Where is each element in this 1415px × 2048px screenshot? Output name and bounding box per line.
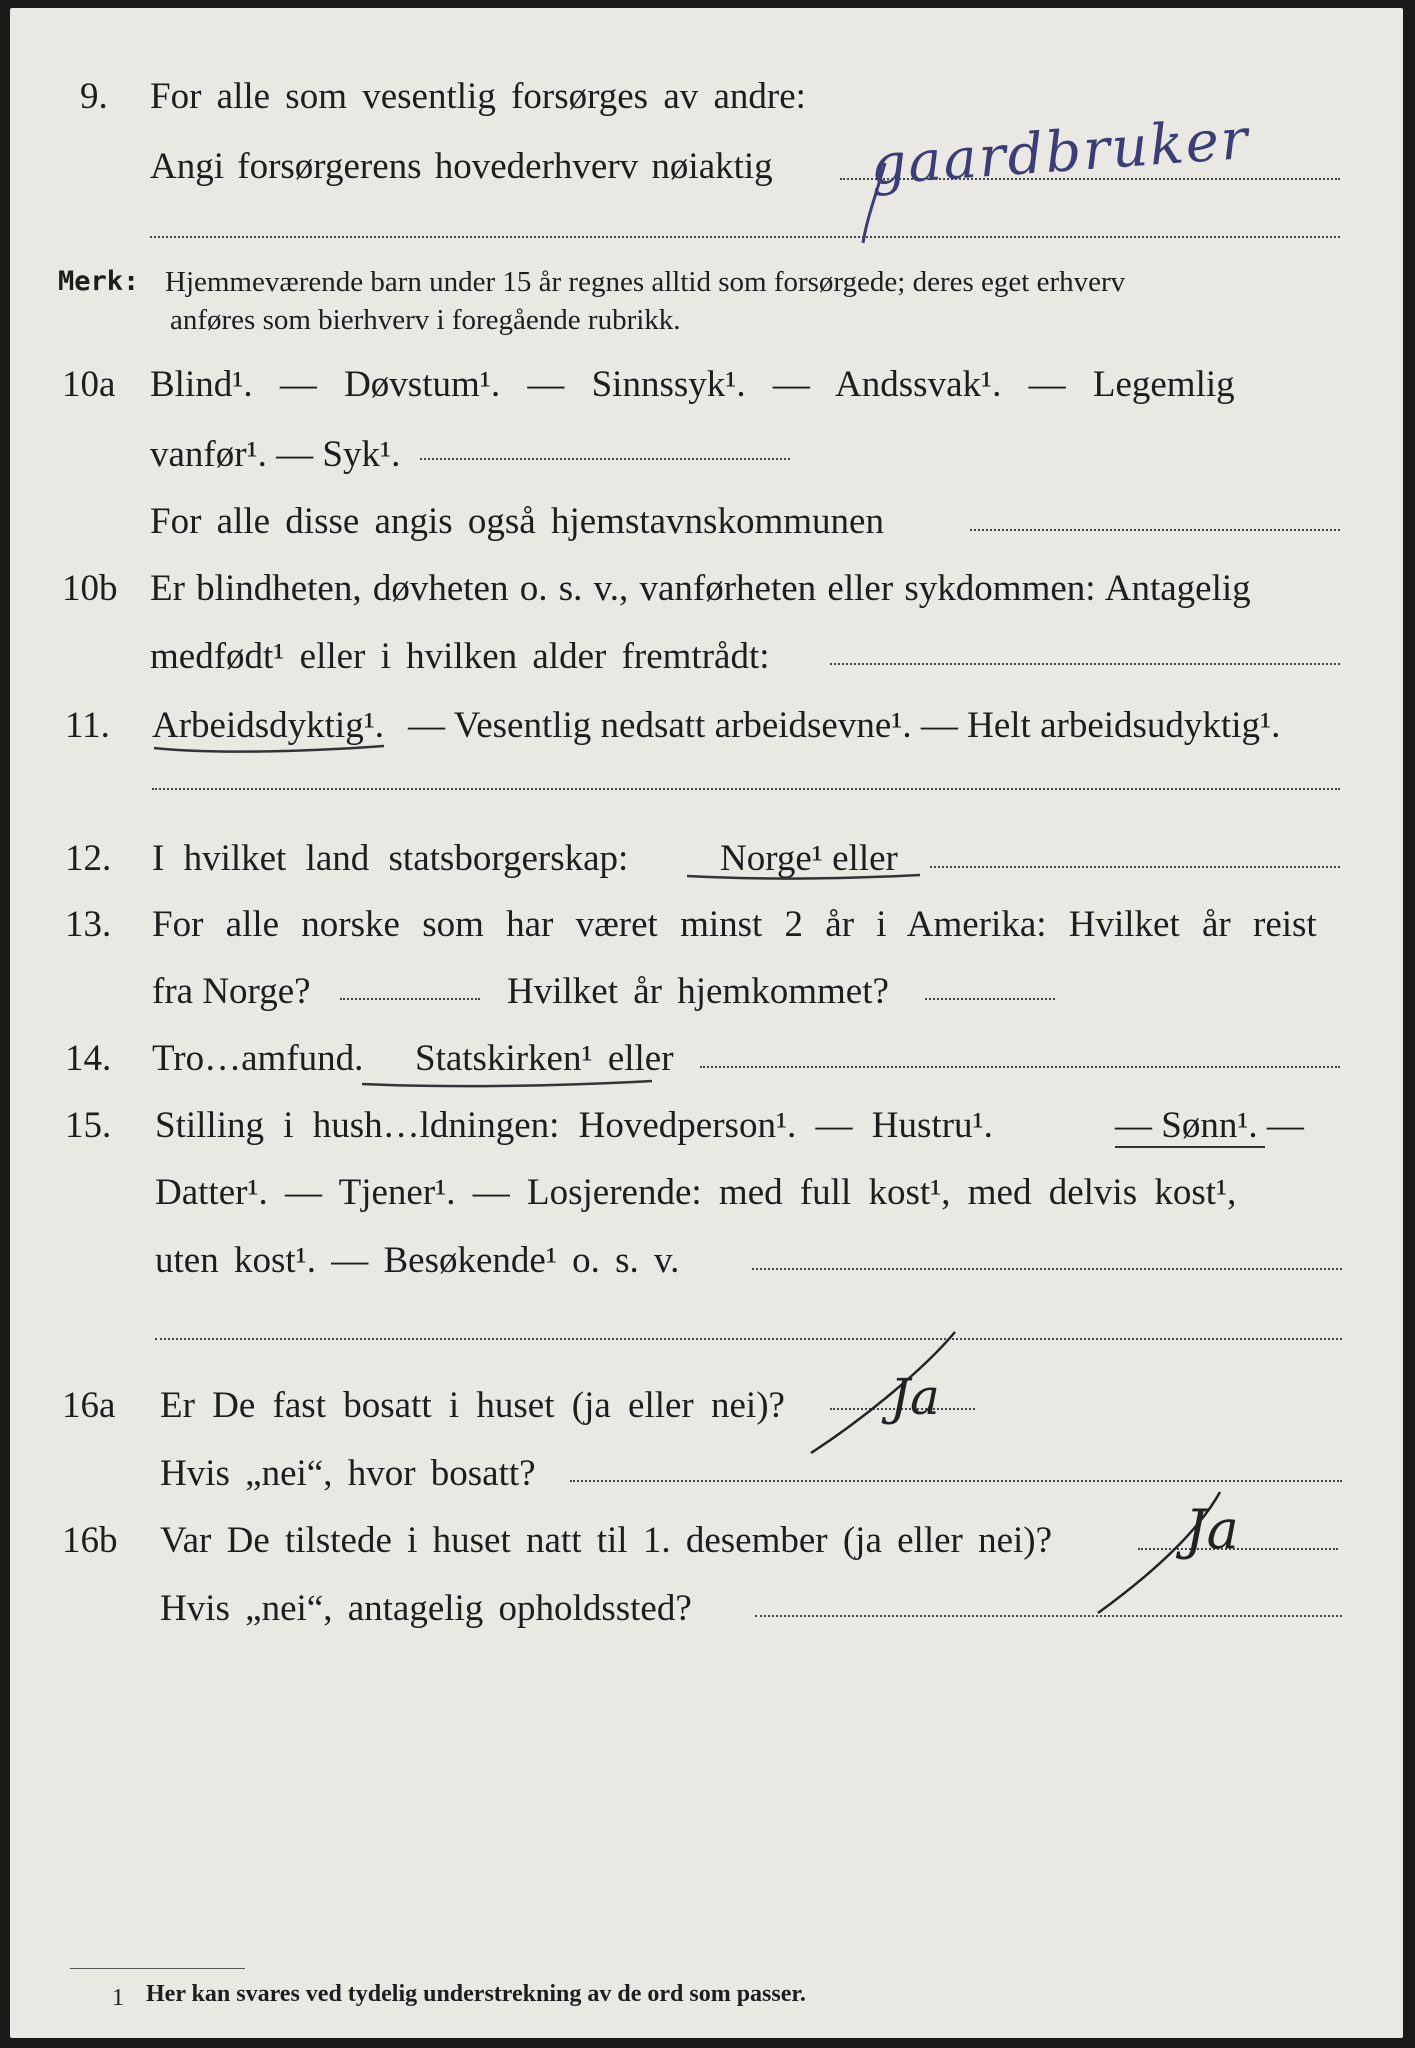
q16a-bosatt-line bbox=[570, 1480, 1342, 1482]
q16b-pen-stroke bbox=[1090, 1488, 1230, 1618]
q12-option: Norge¹ eller bbox=[720, 838, 898, 879]
q15-number: 15. bbox=[65, 1105, 112, 1146]
merk-line1: Hjemmeværende barn under 15 år regnes alltid som forsørgede; deres eget erhverv bbox=[165, 266, 1126, 298]
q11-number: 11. bbox=[65, 705, 110, 746]
q10a-syk-line bbox=[420, 458, 790, 460]
q9-handwritten-answer: gaardbruker bbox=[868, 106, 1252, 199]
q16b-opholdssted-line bbox=[755, 1615, 1342, 1617]
q12-number: 12. bbox=[65, 838, 112, 879]
q9-line2: Angi forsørgerens hovederhverv nøiaktig bbox=[150, 146, 773, 187]
q10a-kommune-line bbox=[970, 529, 1340, 531]
merk-line2: anføres som bierhverv i foregående rubrikk. bbox=[170, 304, 681, 336]
footnote-mark: 1 bbox=[112, 1985, 124, 2011]
q14-option: Statskirken¹ eller bbox=[415, 1038, 674, 1079]
q13-number: 13. bbox=[65, 904, 112, 945]
q14-underline-mark bbox=[360, 1076, 660, 1096]
q14-number: 14. bbox=[65, 1038, 112, 1079]
q9-extra-line bbox=[150, 236, 1340, 238]
q16b-number: 16b bbox=[62, 1520, 118, 1561]
q10a-line1: Blind¹. — Døvstum¹. — Sinnssyk¹. — Andssvak¹. — Legemlig bbox=[150, 364, 1235, 405]
q16a-handwritten-answer: Ja bbox=[890, 1368, 940, 1426]
q12-answer-line bbox=[930, 866, 1340, 868]
footnote-rule bbox=[70, 1968, 245, 1969]
q16a-line1: Er De fast bosatt i huset (ja eller nei)? bbox=[160, 1385, 785, 1426]
q16a-number: 16a bbox=[62, 1385, 116, 1426]
q13-hjemkommet-line bbox=[925, 998, 1055, 1000]
q15-answer-line bbox=[752, 1268, 1342, 1270]
q12-text: I hvilket land statsborgerskap: bbox=[152, 838, 629, 879]
q10b-answer-line bbox=[830, 663, 1340, 665]
q11-underline-mark bbox=[152, 740, 392, 760]
q9-line1: For alle som vesentlig forsørges av andre: bbox=[150, 76, 806, 117]
q13-line2b: Hvilket år hjemkommet? bbox=[507, 971, 889, 1012]
q13-line1: For alle norske som har været minst 2 år i Amerika: Hvilket år reist bbox=[152, 904, 1317, 945]
merk-label: Merk: bbox=[58, 266, 140, 297]
q11-extra-line bbox=[152, 788, 1340, 790]
q15-line1a: Stilling i hush…ldningen: Hovedperson¹. — Hustru¹. bbox=[155, 1105, 993, 1146]
q16a-line2: Hvis „nei“, hvor bosatt? bbox=[160, 1453, 536, 1494]
census-form-page bbox=[10, 8, 1403, 2038]
q16b-line1: Var De tilstede i huset natt til 1. desember (ja eller nei)? bbox=[160, 1520, 1053, 1561]
q16b-line2: Hvis „nei“, antagelig opholdssted? bbox=[160, 1588, 692, 1629]
q10b-line1: Er blindheten, døvheten o. s. v., vanførheten eller sykdommen: Antagelig bbox=[150, 568, 1251, 609]
q15-line1b: — Sønn¹. — bbox=[1115, 1105, 1304, 1146]
q15-extra-line bbox=[155, 1338, 1342, 1340]
q9-number: 9. bbox=[80, 76, 108, 117]
q10b-number: 10b bbox=[62, 568, 118, 609]
q15-line3: uten kost¹. — Besøkende¹ o. s. v. bbox=[155, 1240, 680, 1281]
q14-answer-line bbox=[700, 1066, 1340, 1068]
q10a-line3: For alle disse angis også hjemstavnskommunen bbox=[150, 501, 884, 542]
q11-rest: — Vesentlig nedsatt arbeidsevne¹. — Helt arbeidsudyktig¹. bbox=[408, 705, 1281, 746]
q11-option-arbeidsdyktig: Arbeidsdyktig¹. bbox=[152, 705, 385, 746]
q15-line2: Datter¹. — Tjener¹. — Losjerende: med full kost¹, med delvis kost¹, bbox=[155, 1172, 1237, 1213]
footnote-text: Her kan svares ved tydelig understrekning av de ord som passer. bbox=[146, 1981, 806, 2007]
q10a-line2: vanfør¹. — Syk¹. bbox=[150, 434, 401, 475]
q13-line2a: fra Norge? bbox=[152, 971, 311, 1012]
q16a-pen-stroke bbox=[805, 1328, 965, 1458]
q14-text: Tro…amfund. bbox=[152, 1038, 364, 1079]
q10a-number: 10a bbox=[62, 364, 116, 405]
q9-pen-stroke bbox=[855, 158, 895, 248]
q13-reist-line bbox=[340, 998, 480, 1000]
q15-sonn-underline bbox=[1115, 1146, 1265, 1148]
q16b-handwritten-answer: Ja bbox=[1185, 1498, 1239, 1561]
q10b-line2: medfødt¹ eller i hvilken alder fremtrådt: bbox=[150, 636, 770, 677]
q12-underline-mark bbox=[685, 870, 925, 890]
